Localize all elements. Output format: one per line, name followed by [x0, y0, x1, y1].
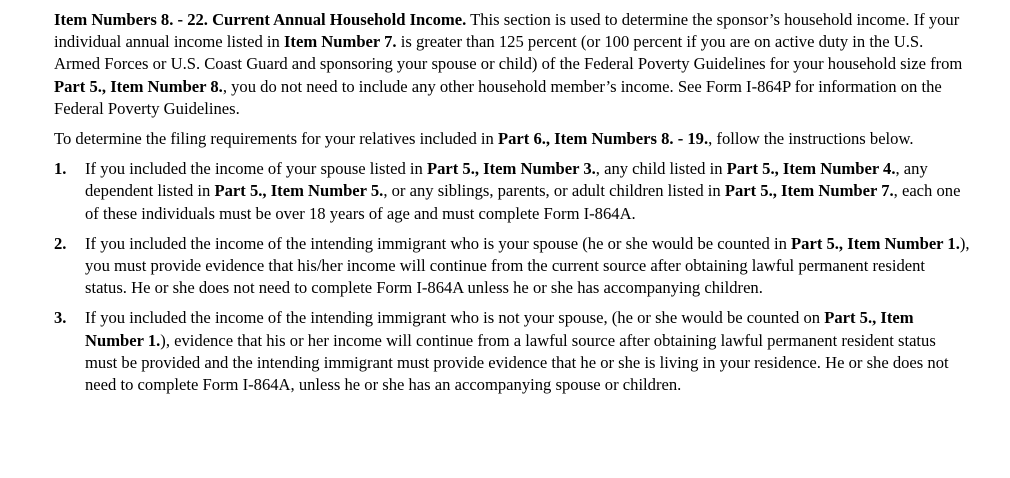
- text-run: , any child listed in: [595, 159, 727, 179]
- text-run: If you included the income of the intending immigrant who is your spouse (he or she would be counted in: [85, 233, 792, 253]
- text-run: ), evidence that his or her income will continue from a lawful source after obtaining lawful permanent resident status must be provided and the intending immigrant must provide evidence that he or she is living in your residence. He or she does not need to complete Form I-864A, unless he or she has an accompanying spouse or children.: [85, 330, 949, 395]
- bold-text-run: Part 6., Item Numbers 8. - 19.: [497, 129, 709, 149]
- list-item-1: [54, 158, 970, 225]
- list-text: [85, 233, 970, 300]
- bold-text-run: Part 5., Item Number 4.: [726, 159, 896, 179]
- bold-text-run: Part 5., Item Number 5.: [214, 181, 384, 201]
- text-run: If you included the income of your spouse listed in: [85, 159, 427, 179]
- text-run: , you do not need to include any other household member’s income. See Form I-864P for information on the Federal Poverty Guidelines.: [54, 76, 942, 118]
- bold-text-run: Item Numbers 8. - 22. Current Annual Household Income.: [54, 10, 467, 29]
- text-run: , or any siblings, parents, or adult children listed in: [383, 181, 725, 201]
- filing-requirements-paragraph: [54, 128, 970, 150]
- text-run: ), you must provide evidence that his/her income will continue from the current source after obtaining lawful permanent resident status. He or she does not need to complete Form I-864A unless he or she has accompanying children.: [85, 233, 970, 298]
- text-run: , follow the instructions below.: [708, 129, 914, 149]
- text-run: , any dependent listed in: [85, 159, 928, 201]
- section-intro-paragraph: [54, 9, 970, 120]
- bold-text-run: Part 5., Item Number 3.: [426, 159, 596, 179]
- list-number: 2.: [54, 233, 67, 253]
- list-text: [85, 158, 970, 225]
- bold-text-run: Part 5., Item Number 1.: [791, 233, 960, 253]
- list-text: [85, 307, 970, 396]
- bold-text-run: Part 5., Item Number 1.: [85, 308, 914, 350]
- bold-text-run: Part 5., Item Number 8.: [54, 76, 223, 96]
- list-item-2: [54, 233, 970, 300]
- list-number: 3.: [54, 308, 67, 328]
- list-item-3: [54, 307, 970, 396]
- text-run: If you included the income of the intending immigrant who is not your spouse, (he or she would be counted on: [85, 308, 825, 328]
- text-run: , each one of these individuals must be over 18 years of age and must complete Form I-864A.: [85, 181, 961, 223]
- text-run: To determine the filing requirements for your relatives included in: [54, 129, 498, 149]
- list-number: 1.: [54, 159, 67, 179]
- text-run: is greater than 125 percent (or 100 percent if you are on active duty in the U.S. Armed Forces or U.S. Coast Guard and sponsoring your spouse or child) of the Federal Poverty Guidelines for your household size from: [54, 32, 963, 74]
- text-run: This section is used to determine the sponsor’s household income. If your individual annual income listed in: [54, 10, 960, 52]
- bold-text-run: Part 5., Item Number 7.: [724, 181, 894, 201]
- bold-text-run: Item Number 7.: [283, 32, 397, 52]
